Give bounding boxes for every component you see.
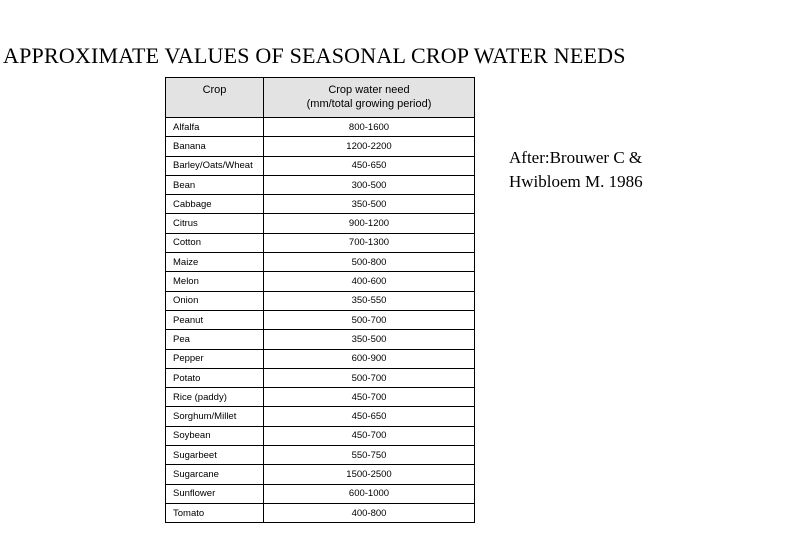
table-row — [166, 175, 475, 194]
water-need-cell: 350-500 — [264, 330, 475, 349]
source-citation — [509, 146, 643, 194]
crop-name-cell: Sorghum/Millet — [166, 407, 264, 426]
table-row — [166, 195, 475, 214]
water-need-cell: 300-500 — [264, 175, 475, 194]
header-water-need — [264, 78, 475, 118]
crop-name-cell: Rice (paddy) — [166, 388, 264, 407]
crop-name-cell: Maize — [166, 253, 264, 272]
crop-name-cell: Sugarbeet — [166, 446, 264, 465]
crop-name-cell: Tomato — [166, 503, 264, 522]
water-need-cell: 700-1300 — [264, 233, 475, 252]
crop-name-cell: Melon — [166, 272, 264, 291]
water-need-cell: 1200-2200 — [264, 137, 475, 156]
water-need-cell: 350-500 — [264, 195, 475, 214]
water-need-cell: 600-900 — [264, 349, 475, 368]
crop-name-cell: Potato — [166, 368, 264, 387]
crop-name-cell: Onion — [166, 291, 264, 310]
water-need-cell: 900-1200 — [264, 214, 475, 233]
header-water-need-line2: (mm/total growing period) — [306, 98, 432, 110]
table-row — [166, 214, 475, 233]
table-row — [166, 272, 475, 291]
water-need-cell: 450-700 — [264, 426, 475, 445]
crop-name-cell: Citrus — [166, 214, 264, 233]
crop-name-cell: Alfalfa — [166, 118, 264, 137]
table-row — [166, 233, 475, 252]
crop-name-cell: Barley/Oats/Wheat — [166, 156, 264, 175]
table-row — [166, 484, 475, 503]
water-need-cell: 500-700 — [264, 310, 475, 329]
water-need-cell: 400-800 — [264, 503, 475, 522]
table-row — [166, 446, 475, 465]
crop-name-cell: Soybean — [166, 426, 264, 445]
table-row — [166, 426, 475, 445]
crop-name-cell: Sugarcane — [166, 465, 264, 484]
table-row — [166, 156, 475, 175]
crop-name-cell: Cotton — [166, 233, 264, 252]
crop-name-cell: Bean — [166, 175, 264, 194]
crop-name-cell: Peanut — [166, 310, 264, 329]
water-need-cell: 500-700 — [264, 368, 475, 387]
page-title: APPROXIMATE VALUES OF SEASONAL CROP WATER NEEDS — [3, 43, 626, 68]
water-need-cell: 500-800 — [264, 253, 475, 272]
table-row — [166, 503, 475, 522]
table-row — [166, 310, 475, 329]
table-row — [166, 118, 475, 137]
table-row — [166, 388, 475, 407]
crop-name-cell: Pea — [166, 330, 264, 349]
water-need-cell: 800-1600 — [264, 118, 475, 137]
source-line-2: Hwibloem M. 1986 — [509, 172, 643, 191]
water-need-cell: 450-650 — [264, 407, 475, 426]
water-need-cell: 450-650 — [264, 156, 475, 175]
table-body — [166, 118, 475, 523]
table-row — [166, 137, 475, 156]
table-row — [166, 253, 475, 272]
header-water-need-line1: Crop water need — [328, 84, 410, 96]
crop-water-table — [165, 77, 475, 523]
water-need-cell: 1500-2500 — [264, 465, 475, 484]
crop-name-cell: Cabbage — [166, 195, 264, 214]
table-row — [166, 349, 475, 368]
crop-name-cell: Banana — [166, 137, 264, 156]
table-row — [166, 465, 475, 484]
table-row — [166, 330, 475, 349]
table-row — [166, 407, 475, 426]
water-need-cell: 550-750 — [264, 446, 475, 465]
table-row — [166, 291, 475, 310]
water-need-cell: 350-550 — [264, 291, 475, 310]
water-need-cell: 400-600 — [264, 272, 475, 291]
table-header-row — [166, 78, 475, 118]
water-need-cell: 600-1000 — [264, 484, 475, 503]
header-crop: Crop — [166, 78, 264, 118]
crop-name-cell: Sunflower — [166, 484, 264, 503]
water-need-cell: 450-700 — [264, 388, 475, 407]
crop-name-cell: Pepper — [166, 349, 264, 368]
table-row — [166, 368, 475, 387]
source-line-1: After:Brouwer C & — [509, 148, 643, 167]
